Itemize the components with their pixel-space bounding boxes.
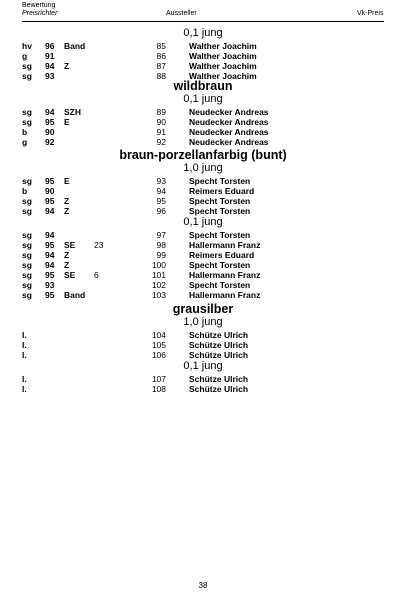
- grade-cell: I.: [22, 330, 27, 340]
- exhibitor-cell: Walther Joachim: [189, 71, 257, 81]
- grade-cell: sg: [22, 280, 32, 290]
- table-row: [0, 127, 406, 137]
- catalog-number-cell: 90: [156, 117, 166, 127]
- exhibitor-cell: Walther Joachim: [189, 41, 257, 51]
- table-row: [0, 250, 406, 260]
- table-row: [0, 230, 406, 240]
- exhibitor-cell: Neudecker Andreas: [189, 127, 269, 137]
- points-cell: 95: [45, 196, 55, 206]
- table-row: [0, 107, 406, 117]
- exhibitor-cell: Walther Joachim: [189, 51, 257, 61]
- grade-cell: sg: [22, 61, 32, 71]
- code-cell: E: [64, 176, 70, 186]
- exhibitor-cell: Hallermann Franz: [189, 270, 261, 280]
- exhibitor-cell: Reimers Eduard: [189, 250, 255, 260]
- catalog-number-cell: 92: [156, 137, 166, 147]
- catalog-number-cell: 86: [156, 51, 166, 61]
- exhibitor-cell: Hallermann Franz: [189, 240, 261, 250]
- points-cell: 94: [45, 107, 55, 117]
- points-cell: 94: [45, 250, 55, 260]
- catalog-number-cell: 98: [156, 240, 166, 250]
- extra-cell: 23: [94, 240, 104, 250]
- table-row: [0, 260, 406, 270]
- points-cell: 90: [45, 186, 55, 196]
- extra-cell: 6: [94, 270, 99, 280]
- table-row: [0, 61, 406, 71]
- grade-cell: hv: [22, 41, 32, 51]
- points-cell: 91: [45, 51, 55, 61]
- catalog-number-cell: 93: [156, 176, 166, 186]
- points-cell: 93: [45, 71, 55, 81]
- grade-cell: sg: [22, 107, 32, 117]
- grade-cell: b: [22, 186, 28, 196]
- table-row: [0, 350, 406, 360]
- table-row: [0, 206, 406, 216]
- points-cell: 92: [45, 137, 55, 147]
- exhibitor-cell: Reimers Eduard: [189, 186, 255, 196]
- points-cell: 94: [45, 61, 55, 71]
- section-heading-group: 1,0 jung: [183, 162, 223, 174]
- grade-cell: sg: [22, 117, 32, 127]
- table-row: [0, 290, 406, 300]
- exhibitor-cell: Schütze Ulrich: [189, 384, 249, 394]
- grade-cell: sg: [22, 250, 32, 260]
- grade-cell: I.: [22, 384, 27, 394]
- grade-cell: sg: [22, 260, 32, 270]
- exhibitor-cell: Walther Joachim: [189, 61, 257, 71]
- catalog-number-cell: 96: [156, 206, 166, 216]
- section-heading-group: 0,1 jung: [183, 360, 223, 372]
- points-cell: 95: [45, 270, 55, 280]
- exhibitor-cell: Schütze Ulrich: [189, 374, 249, 384]
- section-heading-color: grausilber: [172, 302, 234, 316]
- table-row: [0, 280, 406, 290]
- grade-cell: sg: [22, 196, 32, 206]
- section-heading-color: wildbraun: [173, 79, 233, 93]
- table-row: [0, 41, 406, 51]
- header-preisrichter: Preisrichter: [22, 10, 58, 17]
- exhibitor-cell: Specht Torsten: [189, 196, 251, 206]
- catalog-number-cell: 99: [156, 250, 166, 260]
- table-row: [0, 117, 406, 127]
- grade-cell: sg: [22, 240, 32, 250]
- section-heading-color: braun-porzellanfarbig (bunt): [119, 148, 287, 162]
- points-cell: 94: [45, 260, 55, 270]
- exhibitor-cell: Neudecker Andreas: [189, 117, 269, 127]
- table-row: [0, 71, 406, 81]
- grade-cell: sg: [22, 230, 32, 240]
- catalog-number-cell: 89: [156, 107, 166, 117]
- exhibitor-cell: Specht Torsten: [189, 176, 251, 186]
- section-heading-group: 0,1 jung: [183, 27, 223, 39]
- table-row: [0, 240, 406, 250]
- grade-cell: sg: [22, 71, 32, 81]
- header-aussteller: Aussteller: [166, 10, 197, 17]
- points-cell: 96: [45, 41, 55, 51]
- catalog-number-cell: 88: [156, 71, 166, 81]
- points-cell: 95: [45, 290, 55, 300]
- table-row: [0, 340, 406, 350]
- points-cell: 95: [45, 240, 55, 250]
- exhibitor-cell: Neudecker Andreas: [189, 137, 269, 147]
- catalog-number-cell: 87: [156, 61, 166, 71]
- header-vk-preis: Vk-Preis: [357, 10, 384, 17]
- catalog-number-cell: 95: [156, 196, 166, 206]
- exhibitor-cell: Specht Torsten: [189, 206, 251, 216]
- catalog-number-cell: 97: [156, 230, 166, 240]
- catalog-number-cell: 105: [151, 340, 166, 350]
- catalog-number-cell: 108: [151, 384, 166, 394]
- catalog-number-cell: 107: [151, 374, 166, 384]
- table-row: [0, 196, 406, 206]
- grade-cell: sg: [22, 206, 32, 216]
- code-cell: Z: [64, 250, 70, 260]
- exhibitor-cell: Neudecker Andreas: [189, 107, 269, 117]
- code-cell: SE: [64, 240, 76, 250]
- code-cell: E: [64, 117, 70, 127]
- header-divider: [22, 21, 384, 22]
- code-cell: Z: [64, 61, 70, 71]
- code-cell: Z: [64, 260, 70, 270]
- grade-cell: I.: [22, 350, 27, 360]
- page-number: 38: [198, 581, 208, 590]
- code-cell: Z: [64, 196, 70, 206]
- code-cell: Z: [64, 206, 70, 216]
- code-cell: SE: [64, 270, 76, 280]
- catalog-number-cell: 91: [156, 127, 166, 137]
- exhibitor-cell: Specht Torsten: [189, 280, 251, 290]
- code-cell: Band: [64, 41, 86, 51]
- exhibitor-cell: Specht Torsten: [189, 260, 251, 270]
- catalog-number-cell: 104: [151, 330, 166, 340]
- grade-cell: sg: [22, 270, 32, 280]
- points-cell: 94: [45, 230, 55, 240]
- exhibitor-cell: Hallermann Franz: [189, 290, 261, 300]
- catalog-number-cell: 101: [151, 270, 166, 280]
- catalog-number-cell: 103: [151, 290, 166, 300]
- exhibitor-cell: Schütze Ulrich: [189, 340, 249, 350]
- section-heading-group: 1,0 jung: [183, 316, 223, 328]
- grade-cell: b: [22, 127, 28, 137]
- table-row: [0, 374, 406, 384]
- points-cell: 90: [45, 127, 55, 137]
- table-row: [0, 176, 406, 186]
- points-cell: 94: [45, 206, 55, 216]
- points-cell: 95: [45, 176, 55, 186]
- section-heading-group: 0,1 jung: [183, 216, 223, 228]
- table-row: [0, 330, 406, 340]
- section-heading-group: 0,1 jung: [183, 93, 223, 105]
- points-cell: 95: [45, 117, 55, 127]
- catalog-number-cell: 106: [151, 350, 166, 360]
- grade-cell: g: [22, 137, 28, 147]
- catalog-number-cell: 102: [151, 280, 166, 290]
- catalog-number-cell: 100: [151, 260, 166, 270]
- table-row: [0, 51, 406, 61]
- header-bewertung: Bewertung: [22, 2, 56, 9]
- grade-cell: I.: [22, 374, 27, 384]
- catalog-number-cell: 94: [156, 186, 166, 196]
- points-cell: 93: [45, 280, 55, 290]
- exhibitor-cell: Schütze Ulrich: [189, 330, 249, 340]
- code-cell: SZH: [64, 107, 81, 117]
- table-row: [0, 270, 406, 280]
- exhibitor-cell: Schütze Ulrich: [189, 350, 249, 360]
- grade-cell: I.: [22, 340, 27, 350]
- code-cell: Band: [64, 290, 86, 300]
- table-row: [0, 384, 406, 394]
- catalog-number-cell: 85: [156, 41, 166, 51]
- exhibitor-cell: Specht Torsten: [189, 230, 251, 240]
- table-row: [0, 186, 406, 196]
- grade-cell: sg: [22, 290, 32, 300]
- grade-cell: g: [22, 51, 28, 61]
- table-row: [0, 137, 406, 147]
- grade-cell: sg: [22, 176, 32, 186]
